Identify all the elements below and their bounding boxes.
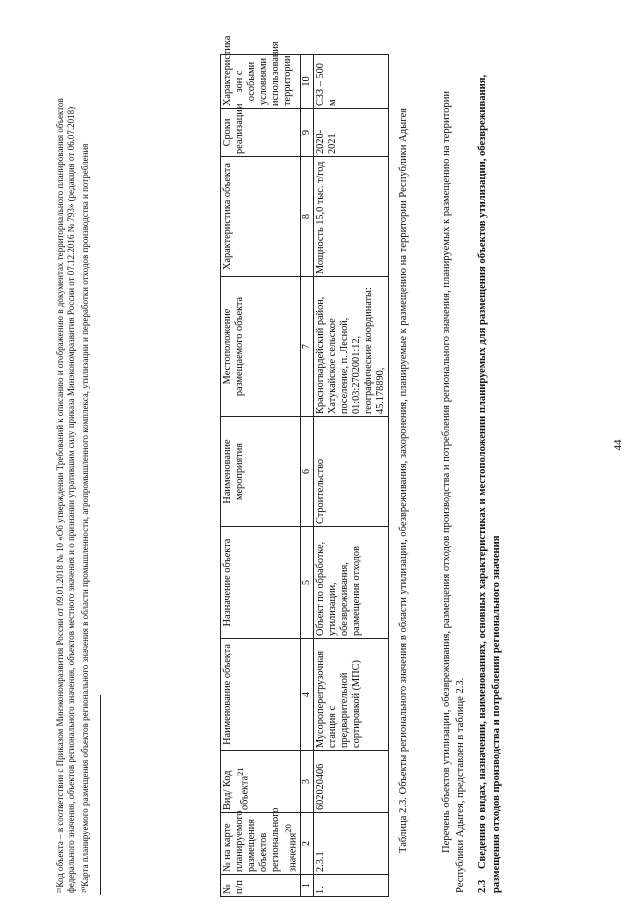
header-cell: Характеристика зон с особыми условиями использования территории <box>221 55 301 109</box>
footnote-separator <box>100 695 101 895</box>
page-number: 44 <box>612 439 624 451</box>
footnote-21: ²¹Код объекта – в соответствии с Приказом Минэкономразвития России от 09.01.2018 № 10 «Об утверждении Требований к описанию и отображению в документах территориального планирования объектов федерального значения, объектов регионального значения, объектов местного значения и о признании утратившим силу приказа Минэкономразвития России от 07.12.2016 № 793» (редакция от 06.07.2018) <box>55 98 76 893</box>
index-cell: 4 <box>301 639 314 751</box>
index-cell: 2 <box>301 813 314 875</box>
index-cell: 9 <box>301 109 314 157</box>
table-cell: Мусороперегрузочная станция с предварительной сортировкой (МПС) <box>314 639 389 751</box>
table-cell: 1. <box>314 875 389 897</box>
index-cell: 7 <box>301 277 314 417</box>
section-heading <box>476 63 504 893</box>
table-cell: 2.3.1 <box>314 813 389 875</box>
table-row <box>314 55 389 897</box>
index-cell: 8 <box>301 157 314 277</box>
section-number: 2.3 <box>477 879 488 893</box>
table-cell: 2020-2021 <box>314 109 389 157</box>
header-cell: № п/п <box>221 875 301 897</box>
footnote-ref: 21 <box>235 767 245 776</box>
footnote-ref: 20 <box>283 824 293 833</box>
header-cell: Сроки реализации <box>221 109 301 157</box>
table-header-row <box>221 55 301 897</box>
intro-paragraph: Перечень объектов утилизации, обезвреживания, размещения отходов производства и потребления регионального значения, планируемых к размещению на территории Республики Адыгея, представлен в таблице 2.3. <box>441 90 466 893</box>
table-caption: Таблица 2.3. Объекты регионального значения в области утилизации, обезвреживания, захоронения, планируемые к размещению на территории Республики Адыгея <box>398 107 409 853</box>
header-cell: Наименование объекта <box>221 639 301 751</box>
table-cell: СЗЗ – 500 м <box>314 55 389 109</box>
header-cell-code: Вид/ Код объекта$^{21}$ <box>221 751 301 813</box>
section-title: Сведения о видах, назначении, наименованиях, основных характеристиках и местоположении планируемых для размещения объектов утилизации, обезвреживания, размещения отходов производства и потребления регионального значения <box>477 74 502 893</box>
index-cell: 10 <box>301 55 314 109</box>
table-cell: Строительство <box>314 417 389 527</box>
index-cell: 5 <box>301 527 314 639</box>
table-index-row <box>301 55 314 897</box>
footnote-20: ²⁰Карта планируемого размещения объектов регионального значения в области промышленности, агропромышленного комплекса, утилизации и переработки отходов производства и потребления <box>80 143 90 893</box>
table-cell: Мощность 15,0 тыс. т/год <box>314 157 389 277</box>
header-cell: Местоположение размещаемого объекта <box>221 277 301 417</box>
table-cell: Объект по обработке, утилизации, обезвреживания, размещения отходов <box>314 527 389 639</box>
index-cell: 3 <box>301 751 314 813</box>
header-cell-map-number: № на карте планируемого размещения объектов регионального значения$^{20}$ <box>221 813 301 875</box>
objects-table <box>220 35 389 897</box>
index-cell: 6 <box>301 417 314 527</box>
header-cell: Наименование мероприятия <box>221 417 301 527</box>
header-cell: Характеристика объекта <box>221 157 301 277</box>
table-cell: Красногвардейский район, Хатукайское сельское поселение, п. Лесной, 01:03:2702001:12, географические координаты: 45.178890, <box>314 277 389 417</box>
table-cell: 602020406 <box>314 751 389 813</box>
header-cell: Назначение объекта <box>221 527 301 639</box>
index-cell: 1 <box>301 875 314 897</box>
objects-table-container <box>220 35 389 897</box>
